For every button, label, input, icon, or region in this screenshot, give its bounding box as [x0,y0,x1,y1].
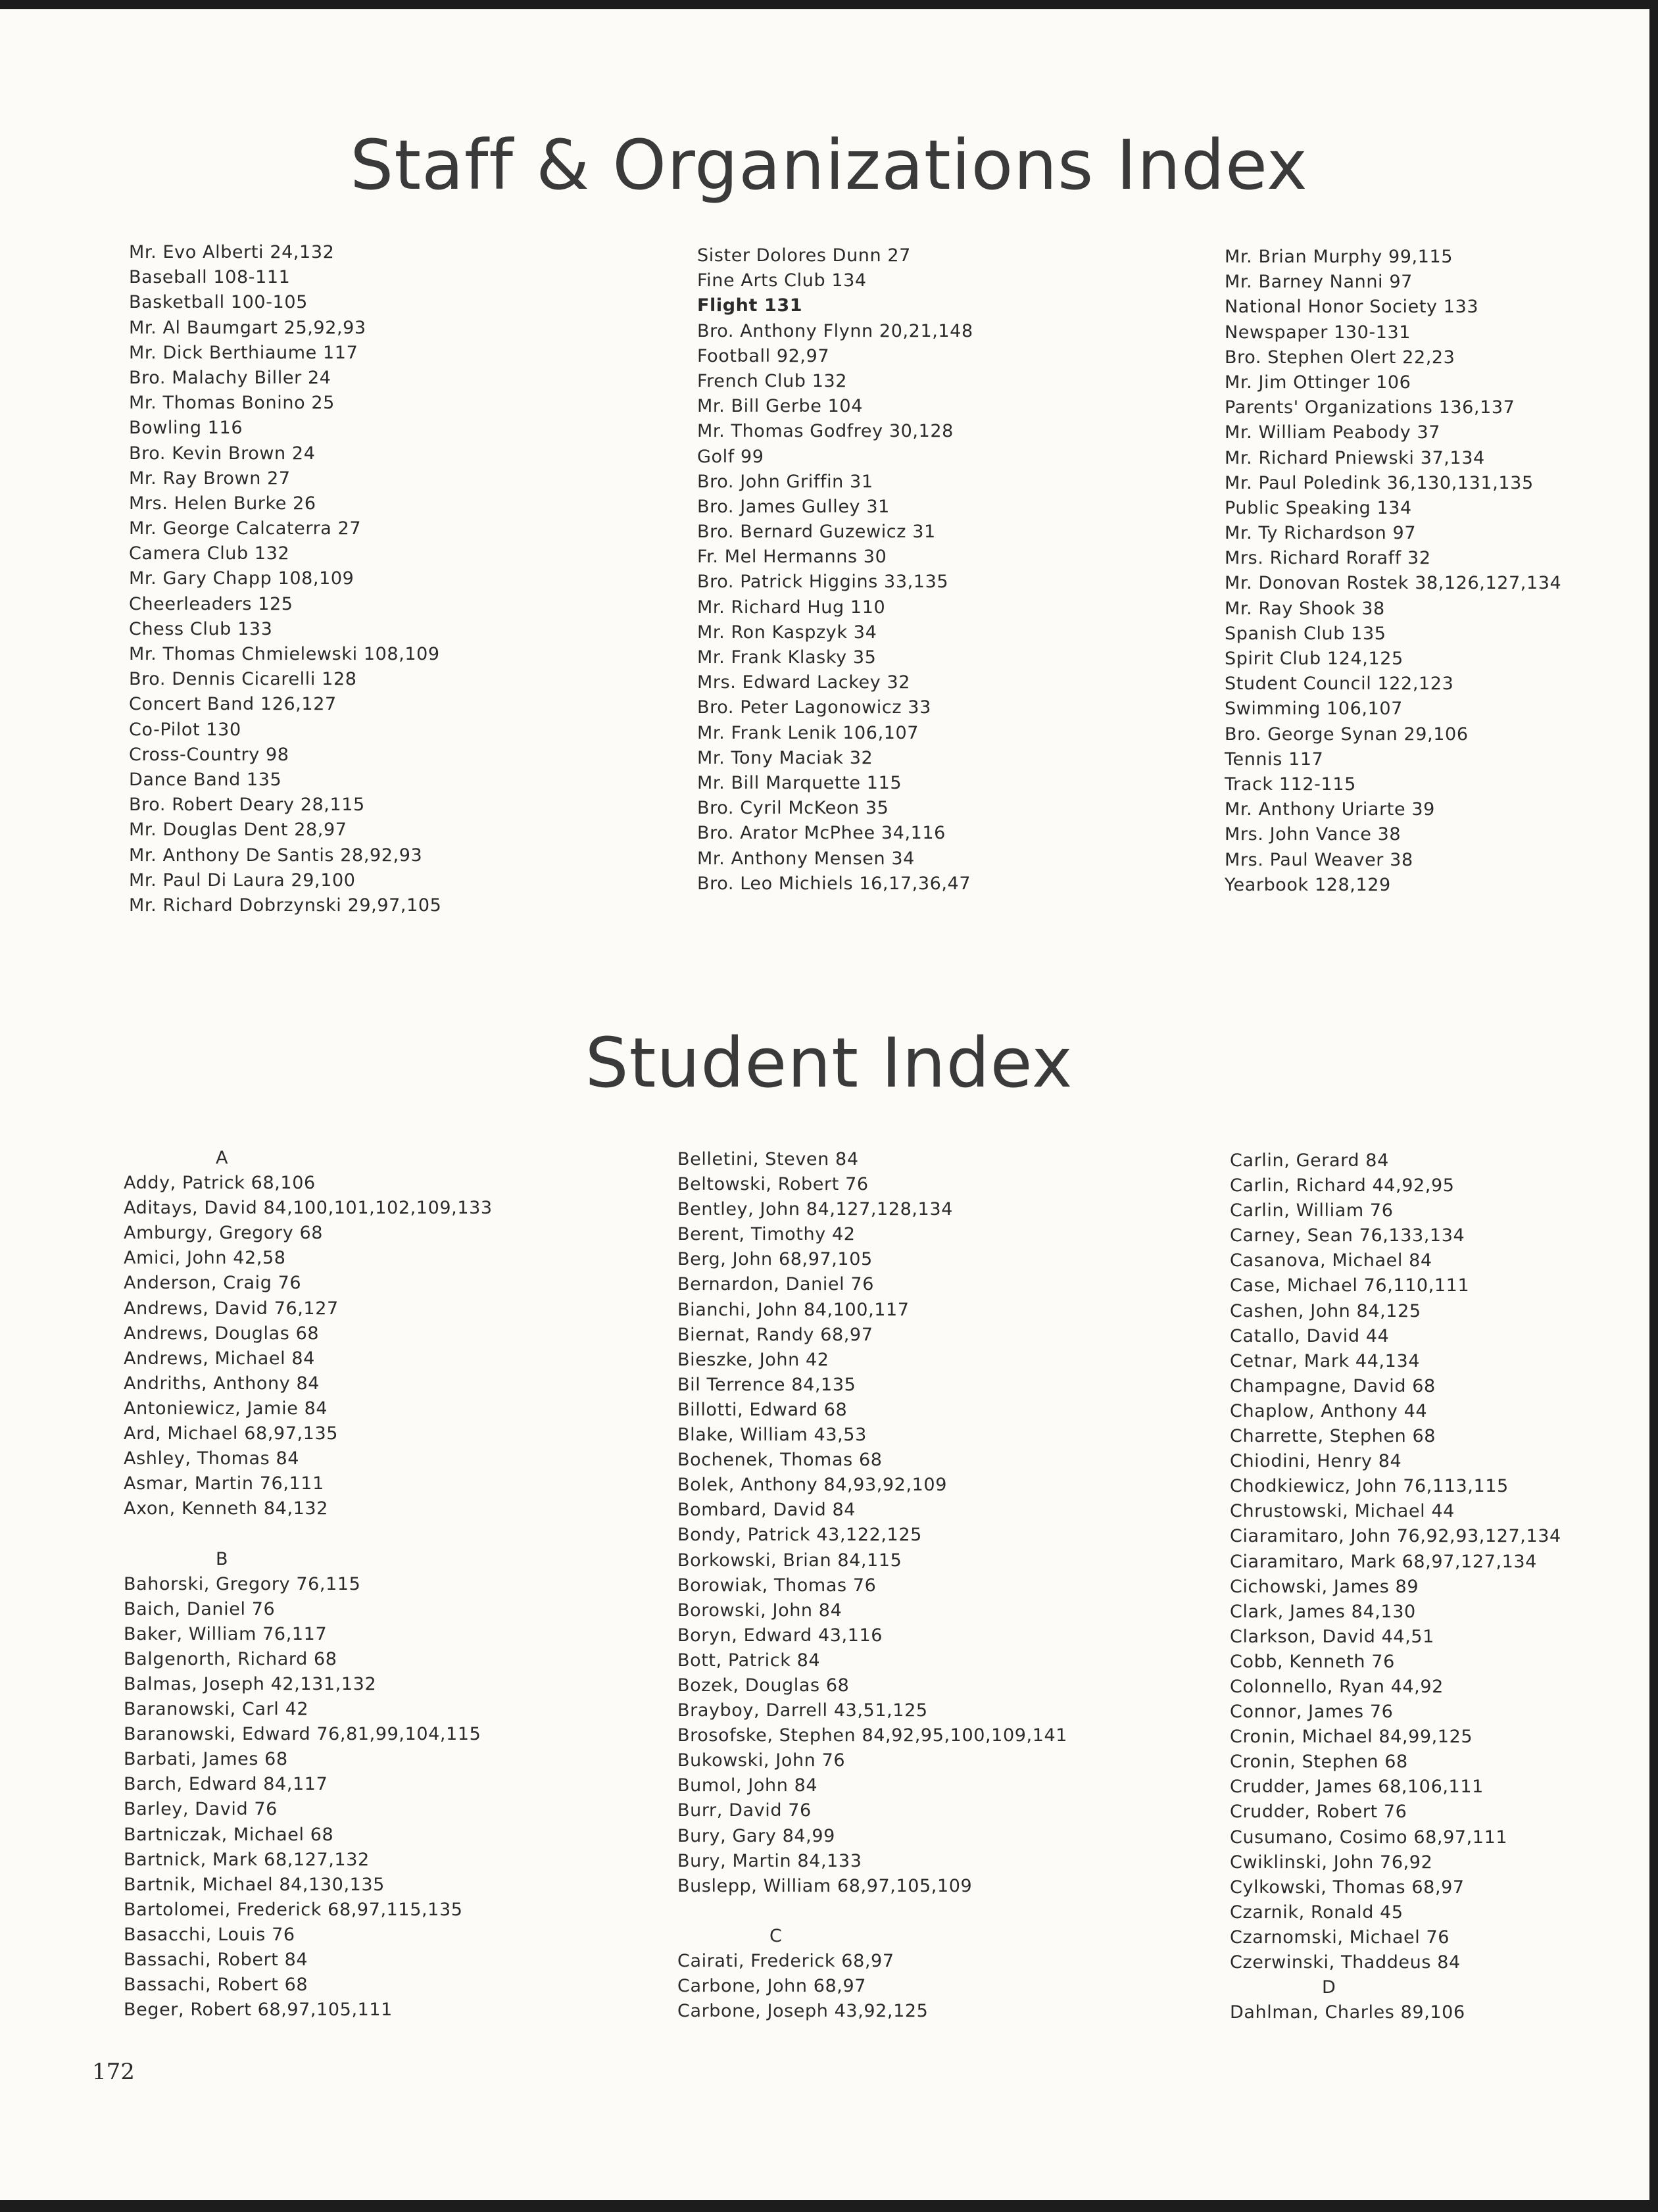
index-entry: Barch, Edward 84,117 [124,1774,328,1795]
index-entry: Bartnick, Mark 68,127,132 [124,1849,370,1870]
index-entry: Bahorski, Gregory 76,115 [124,1573,361,1594]
index-entry: Bolek, Anthony 84,93,92,109 [677,1475,947,1496]
index-entry: Carbone, Joseph 43,92,125 [677,2001,929,2022]
index-entry: Bassachi, Robert 84 [124,1950,308,1970]
index-entry: Bro. Bernard Guzewicz 31 [697,522,936,543]
index-entry: Bro. Dennis Cicarelli 128 [129,669,357,690]
staff-index-column-2 [697,243,973,897]
index-entry: Bury, Martin 84,133 [677,1850,862,1871]
scan-border-top [0,0,1658,9]
index-entry: Mr. Barney Nanni 97 [1225,272,1413,293]
index-entry: Crudder, James 68,106,111 [1230,1777,1484,1798]
index-entry: Clarkson, David 44,51 [1230,1626,1434,1647]
index-entry: Cylkowski, Thomas 68,97 [1230,1877,1465,1898]
index-entry: Bro. James Gulley 31 [697,496,890,517]
staff-index-column-1 [129,240,441,918]
index-entry: Chaplow, Anthony 44 [1230,1400,1428,1421]
index-entry: Case, Michael 76,110,111 [1230,1275,1470,1296]
index-letter-heading: C [769,1925,783,1946]
index-entry: Mr. Brian Murphy 99,115 [1225,247,1453,267]
index-entry: Mr. Anthony Mensen 34 [697,848,915,869]
index-entry: Casanova, Michael 84 [1230,1250,1432,1271]
index-entry: Beltowski, Robert 76 [677,1174,869,1195]
index-entry: Bro. Arator McPhee 34,116 [697,823,946,844]
index-entry: Swimming 106,107 [1225,699,1403,720]
index-entry: Chrustowski, Michael 44 [1230,1501,1455,1522]
index-entry: Mr. Al Baumgart 25,92,93 [129,317,366,338]
index-entry: Ard, Michael 68,97,135 [124,1423,339,1444]
index-entry: Chess Club 133 [129,618,273,639]
index-entry: Balmas, Joseph 42,131,132 [124,1673,377,1694]
index-entry: Clark, James 84,130 [1230,1601,1416,1622]
index-entry: Mr. Thomas Chmielewski 108,109 [129,644,440,664]
index-entry: Baker, William 76,117 [124,1623,328,1644]
index-entry: Baranowski, Edward 76,81,99,104,115 [124,1724,481,1745]
index-entry: Mr. Frank Klasky 35 [697,647,877,668]
index-entry: Co-Pilot 130 [129,719,241,740]
index-letter-heading: D [1322,1977,1336,1998]
index-entry: Bro. John Griffin 31 [697,471,873,492]
index-entry: Borowski, John 84 [677,1600,842,1621]
index-entry: Barley, David 76 [124,1799,278,1820]
index-entry: Connor, James 76 [1230,1702,1394,1723]
index-entry: Bochenek, Thomas 68 [677,1450,883,1471]
index-entry: Basacchi, Louis 76 [124,1924,295,1945]
index-entry: Spanish Club 135 [1225,623,1386,644]
index-entry: Bro. Cyril McKeon 35 [697,798,889,819]
index-entry: Mr. Ty Richardson 97 [1225,523,1417,544]
index-entry: Mr. William Peabody 37 [1225,422,1441,443]
index-entry: Carlin, William 76 [1230,1200,1394,1221]
index-entry: Mr. Gary Chapp 108,109 [129,568,354,589]
index-entry: Andrews, Michael 84 [124,1348,315,1369]
index-entry: Mr. Bill Marquette 115 [697,772,902,793]
index-entry: Bondy, Patrick 43,122,125 [677,1525,922,1546]
index-entry: Chodkiewicz, John 76,113,115 [1230,1476,1509,1497]
index-entry: Mr. Frank Lenik 106,107 [697,722,919,743]
index-entry: Bieszke, John 42 [677,1349,829,1370]
index-entry: Bartniczak, Michael 68 [124,1824,334,1845]
staff-index-column-3 [1225,245,1561,898]
index-entry: Baseball 108-111 [129,267,291,288]
index-entry: Bentley, John 84,127,128,134 [677,1199,953,1220]
index-entry: Boryn, Edward 43,116 [677,1625,883,1646]
index-entry: Biernat, Randy 68,97 [677,1324,873,1345]
student-index-column-3 [1230,1148,1561,2025]
index-entry: Cronin, Stephen 68 [1230,1752,1408,1773]
index-entry: Carlin, Richard 44,92,95 [1230,1175,1455,1196]
index-entry: Student Council 122,123 [1225,674,1454,695]
index-entry: Bil Terrence 84,135 [677,1374,856,1395]
index-entry: Borkowski, Brian 84,115 [677,1550,902,1571]
index-entry: Buslepp, William 68,97,105,109 [677,1875,973,1896]
index-entry: Bro. Malachy Biller 24 [129,367,331,388]
index-entry: Mr. Paul Di Laura 29,100 [129,870,356,891]
index-entry: Barbati, James 68 [124,1749,288,1770]
index-entry: Aditays, David 84,100,101,102,109,133 [124,1198,493,1219]
index-entry: Beger, Robert 68,97,105,111 [124,2000,393,2021]
index-entry: Basketball 100-105 [129,292,308,313]
student-index-column-2 [677,1147,1067,2024]
index-entry: Bro. George Synan 29,106 [1225,724,1469,745]
index-letter-heading: A [216,1148,229,1168]
index-entry: Mr. Tony Maciak 32 [697,747,873,768]
index-entry: Cwiklinski, John 76,92 [1230,1852,1433,1873]
index-entry: Track 112-115 [1225,774,1356,795]
index-entry: Baranowski, Carl 42 [124,1699,309,1720]
index-entry: Carbone, John 68,97 [677,1976,867,1997]
index-entry: Colonnello, Ryan 44,92 [1230,1676,1444,1697]
index-entry: Mr. Donovan Rostek 38,126,127,134 [1225,573,1562,594]
index-entry: Bumol, John 84 [677,1775,818,1796]
index-entry: Blake, William 43,53 [677,1425,867,1446]
index-entry: Addy, Patrick 68,106 [124,1173,316,1194]
index-entry: Public Speaking 134 [1225,497,1412,518]
index-entry: Mrs. Richard Roraff 32 [1225,548,1431,569]
index-entry: Bernardon, Daniel 76 [677,1274,874,1295]
index-entry: Mrs. Paul Weaver 38 [1225,849,1413,870]
index-entry: Czarnik, Ronald 45 [1230,1902,1403,1923]
index-entry: Champagne, David 68 [1230,1375,1436,1396]
index-entry: Bro. Anthony Flynn 20,21,148 [697,320,973,341]
index-entry: Mr. Ray Brown 27 [129,468,291,489]
student-index-column-1 [124,1146,493,2023]
index-entry: Brayboy, Darrell 43,51,125 [677,1700,928,1721]
index-entry: Bassachi, Robert 68 [124,1975,308,1996]
index-entry: Bro. Peter Lagonowicz 33 [697,697,931,718]
index-entry: Cobb, Kenneth 76 [1230,1651,1395,1672]
index-entry: Crudder, Robert 76 [1230,1802,1407,1823]
index-entry: Bartnik, Michael 84,130,135 [124,1874,385,1895]
index-entry: Fine Arts Club 134 [697,270,867,291]
index-entry: Dance Band 135 [129,769,282,790]
index-entry: Amburgy, Gregory 68 [124,1223,324,1244]
index-entry: Concert Band 126,127 [129,694,337,715]
index-entry: Cairati, Frederick 68,97 [677,1951,894,1971]
index-entry: Mr. Thomas Godfrey 30,128 [697,421,954,442]
index-entry: Ashley, Thomas 84 [124,1448,300,1469]
index-entry: Burr, David 76 [677,1800,812,1821]
index-entry: Mr. Richard Hug 110 [697,597,886,618]
index-entry: Andrews, David 76,127 [124,1298,339,1319]
index-entry: Mrs. Helen Burke 26 [129,493,316,514]
index-entry: Billotti, Edward 68 [677,1399,848,1420]
index-entry: Spirit Club 124,125 [1225,649,1403,669]
scan-border-bottom [0,2200,1658,2212]
index-entry: Cronin, Michael 84,99,125 [1230,1727,1473,1748]
index-entry: Cetnar, Mark 44,134 [1230,1350,1421,1371]
index-entry: Dahlman, Charles 89,106 [1230,2002,1465,2023]
index-entry: Brosofske, Stephen 84,92,95,100,109,141 [677,1725,1068,1746]
index-entry: Mr. Douglas Dent 28,97 [129,820,347,841]
index-entry: Andrews, Douglas 68 [124,1323,320,1344]
index-entry: Mr. Ron Kaspzyk 34 [697,622,877,643]
student-index-title: Student Index [585,1023,1073,1103]
index-entry: Cichowski, James 89 [1230,1576,1419,1597]
index-entry: Bury, Gary 84,99 [677,1825,835,1846]
index-entry: Mr. Ray Shook 38 [1225,598,1385,619]
index-entry: Cheerleaders 125 [129,593,293,614]
index-entry: Cross-Country 98 [129,744,289,765]
index-entry: Czerwinski, Thaddeus 84 [1230,1952,1461,1973]
scan-border-right [1649,0,1658,2212]
index-entry: Mr. Richard Dobrzynski 29,97,105 [129,895,442,916]
index-entry: Mr. Jim Ottinger 106 [1225,372,1411,393]
index-entry: Bukowski, John 76 [677,1750,846,1771]
index-entry: Camera Club 132 [129,543,290,564]
index-entry: Cashen, John 84,125 [1230,1300,1421,1321]
index-entry: Bianchi, John 84,100,117 [677,1299,910,1320]
index-entry: Balgenorth, Richard 68 [124,1648,337,1669]
index-entry: Bozek, Douglas 68 [677,1675,850,1696]
index-entry: Yearbook 128,129 [1225,874,1391,895]
index-entry: Mr. George Calcaterra 27 [129,518,362,539]
index-entry: Mr. Bill Gerbe 104 [697,396,863,417]
index-entry: Sister Dolores Dunn 27 [697,245,911,266]
index-spacer [124,1521,493,1546]
index-entry: Mr. Anthony Uriarte 39 [1225,799,1435,820]
index-letter-heading: B [216,1548,229,1569]
index-entry: Bro. Kevin Brown 24 [129,443,316,464]
index-entry: Parents' Organizations 136,137 [1225,397,1515,418]
index-entry: Charrette, Stephen 68 [1230,1426,1436,1447]
index-entry: Amici, John 42,58 [124,1248,286,1269]
index-entry: Bartolomei, Frederick 68,97,115,135 [124,1899,463,1920]
staff-index-title: Staff & Organizations Index [350,125,1308,205]
index-entry: Axon, Kenneth 84,132 [124,1498,328,1519]
index-entry: Ciaramitaro, Mark 68,97,127,134 [1230,1551,1537,1572]
index-entry: Golf 99 [697,446,764,467]
index-entry: Bott, Patrick 84 [677,1650,821,1671]
index-entry: Mr. Dick Berthiaume 117 [129,342,358,363]
index-entry: Mrs. John Vance 38 [1225,824,1402,845]
page-number: 172 [92,2059,135,2085]
index-entry: National Honor Society 133 [1225,297,1479,318]
index-entry: Czarnomski, Michael 76 [1230,1927,1450,1948]
index-entry: Mr. Thomas Bonino 25 [129,393,335,414]
index-entry: Carney, Sean 76,133,134 [1230,1225,1465,1246]
index-entry: Mr. Evo Alberti 24,132 [129,242,335,262]
index-entry: Mr. Richard Pniewski 37,134 [1225,447,1485,468]
index-entry: Andriths, Anthony 84 [124,1373,320,1394]
index-entry: Fr. Mel Hermanns 30 [697,547,887,568]
index-entry: Belletini, Steven 84 [677,1149,859,1169]
index-entry: Berent, Timothy 42 [677,1224,856,1245]
index-entry: Baich, Daniel 76 [124,1598,276,1619]
index-entry: Football 92,97 [697,345,830,366]
index-entry: Bombard, David 84 [677,1500,856,1521]
index-entry: Chiodini, Henry 84 [1230,1451,1402,1472]
index-entry: Catallo, David 44 [1230,1325,1390,1346]
index-entry: Cusumano, Cosimo 68,97,111 [1230,1827,1508,1848]
index-entry: Bro. Stephen Olert 22,23 [1225,347,1455,368]
index-entry: Mrs. Edward Lackey 32 [697,672,911,693]
index-entry: Tennis 117 [1225,749,1324,770]
index-entry: Carlin, Gerard 84 [1230,1150,1389,1171]
index-entry: Anderson, Craig 76 [124,1273,302,1294]
index-entry: Borowiak, Thomas 76 [677,1575,877,1596]
index-entry: Berg, John 68,97,105 [677,1249,873,1270]
index-entry: Bowling 116 [129,418,243,439]
index-entry: Mr. Anthony De Santis 28,92,93 [129,845,423,866]
index-entry: Mr. Paul Poledink 36,130,131,135 [1225,472,1534,493]
index-entry: Newspaper 130-131 [1225,322,1411,343]
index-entry: Bro. Leo Michiels 16,17,36,47 [697,873,971,894]
index-entry: Bro. Patrick Higgins 33,135 [697,572,949,593]
index-entry: Bro. Robert Deary 28,115 [129,795,365,816]
index-entry: Ciaramitaro, John 76,92,93,127,134 [1230,1526,1561,1547]
index-entry: Antoniewicz, Jamie 84 [124,1398,328,1419]
index-spacer [677,1899,1067,1924]
index-entry: Asmar, Martin 76,111 [124,1473,324,1494]
index-entry: French Club 132 [697,370,848,391]
index-entry: Flight 131 [697,295,803,316]
